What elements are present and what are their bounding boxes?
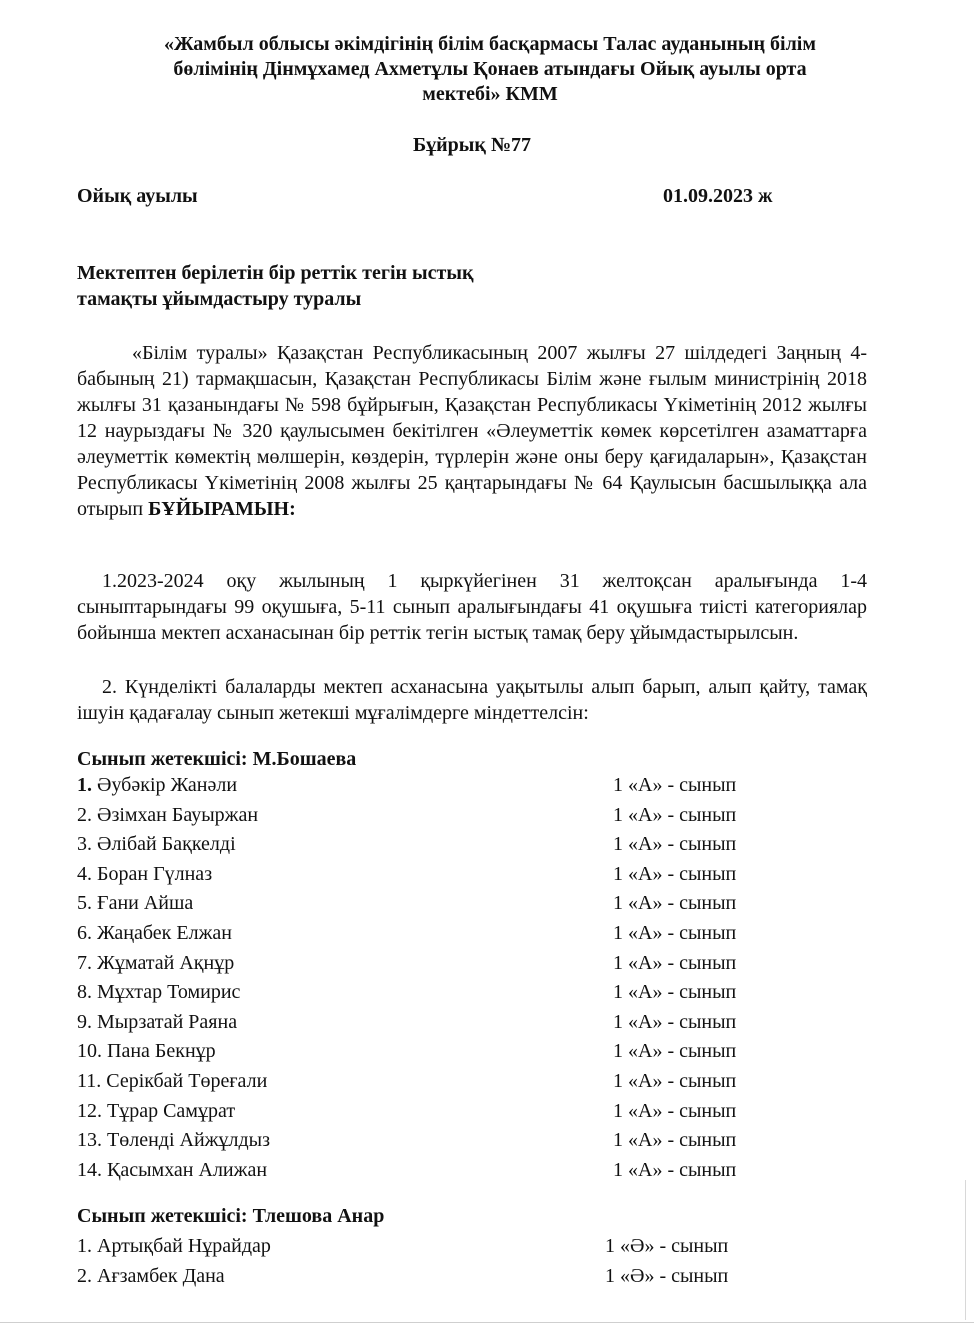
student-fullname: Жұматай Ақнұр <box>97 951 235 974</box>
student-fullname: Мырзатай Раяна <box>97 1010 238 1033</box>
student-fullname: Әлібай Бақкелді <box>97 833 236 856</box>
student-row <box>77 1126 797 1156</box>
student-class: 1 «А» - сынып <box>613 892 737 915</box>
header-line-2: бөлімінің Дінмұхамед Ахметұлы Қонаев атындағы Ойық ауылы орта <box>173 58 807 80</box>
student-fullname: Боран Гүлназ <box>97 862 213 885</box>
student-row <box>77 801 797 831</box>
order-place: Ойық ауылы <box>77 185 198 207</box>
student-number: 6. <box>77 921 92 944</box>
student-row <box>77 919 797 949</box>
student-row <box>77 830 797 860</box>
student-number: 2. <box>77 1264 92 1287</box>
student-class: 1 «А» - сынып <box>613 803 737 826</box>
student-name <box>77 1067 267 1096</box>
student-list-1 <box>77 771 797 1185</box>
student-row <box>77 889 797 919</box>
order-title: Бұйрық №77 <box>412 134 532 156</box>
student-fullname: Әзімхан Бауыржан <box>97 803 259 826</box>
class-teacher-2: Сынып жетекшісі: Тлешова Анар <box>77 1205 385 1227</box>
student-class: 1 «А» - сынып <box>613 1069 737 1092</box>
student-fullname: Төленді Айжұлдыз <box>107 1129 270 1152</box>
organization-header <box>80 32 900 107</box>
student-class: 1 «А» - сынып <box>613 1129 737 1152</box>
student-fullname: Мұхтар Томирис <box>97 981 241 1004</box>
student-name <box>77 1232 271 1261</box>
student-row <box>77 1156 797 1186</box>
student-number: 3. <box>77 833 92 856</box>
student-name <box>77 771 237 800</box>
student-number: 4. <box>77 862 92 885</box>
page-right-edge <box>965 1180 966 1320</box>
student-name <box>77 978 240 1007</box>
student-row <box>77 949 797 979</box>
subject-line-1: Мектептен берілетін бір реттік тегін ыстық <box>77 262 474 284</box>
student-name <box>77 801 258 830</box>
student-fullname: Серікбай Төреғали <box>106 1069 268 1092</box>
student-number: 7. <box>77 951 92 974</box>
student-row <box>77 1008 797 1038</box>
student-name <box>77 1126 270 1155</box>
student-name <box>77 830 236 859</box>
student-name <box>77 919 232 948</box>
student-list-2 <box>77 1232 797 1291</box>
student-number: 11. <box>77 1069 102 1092</box>
student-name <box>77 949 234 978</box>
student-number: 14. <box>77 1158 102 1181</box>
order-item-1: 1.2023-2024 оқу жылының 1 қыркүйегінен 31 желтоқсан аралығында 1-4 сыныптарындағы 99 оқушыға, 5-11 сынып аралығындағы 41 оқушыға тиісті категориялар бойынша мектеп асханасынан бір реттік тегін ыстық тамақ беру ұйымдастырылсын. <box>77 570 867 644</box>
student-number: 9. <box>77 1010 92 1033</box>
student-fullname: Жаңабек Елжан <box>97 921 232 944</box>
header-line-3: мектебі» КММ <box>422 83 558 105</box>
student-class: 1 «А» - сынып <box>613 862 737 885</box>
student-class: 1 «А» - сынып <box>613 1158 737 1181</box>
student-number: 1. <box>77 1235 92 1257</box>
student-class: 1 «А» - сынып <box>613 981 737 1004</box>
student-name <box>77 1008 237 1037</box>
order-date: 01.09.2023 ж <box>663 185 773 207</box>
student-row <box>77 860 797 890</box>
student-row <box>77 771 797 801</box>
student-name <box>77 1097 235 1126</box>
student-class: 1 «А» - сынып <box>613 1099 737 1122</box>
student-row <box>77 1262 797 1292</box>
student-number: 8. <box>77 981 92 1004</box>
student-class: 1 «А» - сынып <box>613 921 737 944</box>
student-number: 10. <box>77 1040 102 1063</box>
student-class: 1 «Ә» - сынып <box>605 1264 729 1287</box>
student-number: 13. <box>77 1129 102 1152</box>
student-fullname: Ағзамбек Дана <box>97 1264 225 1287</box>
student-fullname: Ғани Айша <box>97 892 194 915</box>
student-row <box>77 1232 797 1262</box>
student-name <box>77 889 193 918</box>
header-line-1: «Жамбыл облысы әкімдігінің білім басқармасы Талас ауданының білім <box>164 33 816 55</box>
student-class: 1 «А» - сынып <box>613 1010 737 1033</box>
student-class: 1 «А» - сынып <box>613 833 737 856</box>
preamble-text: «Білім туралы» Қазақстан Республикасының 2007 жылғы 27 шілдедегі Заңның 4-бабының 21) тармақшасын, Қазақстан Республикасы Білім және ғылым министрінің 2018 жылғы 31 қазанындағы № 598 бұйрығын, Қазақстан Республикасы Үкіметінің 2012 жылғы 12 наурыздағы № 320 қаулысымен бекітілген «Әлеуметтік көмек көрсетілген азаматтарға әлеуметтік көмектің мөлшерін, көздерін, түрлерін және оны беру қағидаларын», Қазақстан Республикасы Үкіметінің 2008 жылғы 25 қаңтарындағы № 64 Қаулысын басшылыққа ала отырып <box>77 342 867 520</box>
student-row <box>77 1067 797 1097</box>
student-row <box>77 1037 797 1067</box>
student-name <box>77 1037 216 1066</box>
page-bottom-edge <box>0 1322 974 1323</box>
student-fullname: Әубәкір Жанәли <box>97 774 238 796</box>
student-number: 2. <box>77 803 92 826</box>
subject-line-2: тамақты ұйымдастыру туралы <box>77 288 362 310</box>
student-row <box>77 978 797 1008</box>
student-class: 1 «Ә» - сынып <box>605 1235 729 1257</box>
student-class: 1 «А» - сынып <box>613 951 737 974</box>
student-name <box>77 860 212 889</box>
student-number: 5. <box>77 892 92 915</box>
order-subject <box>77 260 473 312</box>
student-number: 1. <box>77 774 92 796</box>
student-fullname: Артықбай Нұрайдар <box>97 1235 271 1257</box>
student-class: 1 «А» - сынып <box>613 1040 737 1063</box>
student-fullname: Тұрар Самұрат <box>107 1099 236 1122</box>
student-name <box>77 1156 267 1185</box>
student-class: 1 «А» - сынып <box>613 774 737 796</box>
preamble-emphasis: БҰЙЫРАМЫН: <box>148 498 296 520</box>
student-number: 12. <box>77 1099 102 1122</box>
order-item-2: 2. Күнделікті балаларды мектеп асханасына уақытылы алып барып, алып қайту, тамақ ішуін қадағалау сынып жетекші мұғалімдерге міндеттелсін: <box>77 676 867 724</box>
preamble-paragraph <box>77 340 867 522</box>
student-name <box>77 1262 225 1291</box>
student-fullname: Қасымхан Алижан <box>107 1158 268 1181</box>
student-fullname: Пана Бекнұр <box>107 1040 216 1063</box>
class-teacher-1: Сынып жетекшісі: М.Бошаева <box>77 748 357 770</box>
student-row <box>77 1097 797 1127</box>
